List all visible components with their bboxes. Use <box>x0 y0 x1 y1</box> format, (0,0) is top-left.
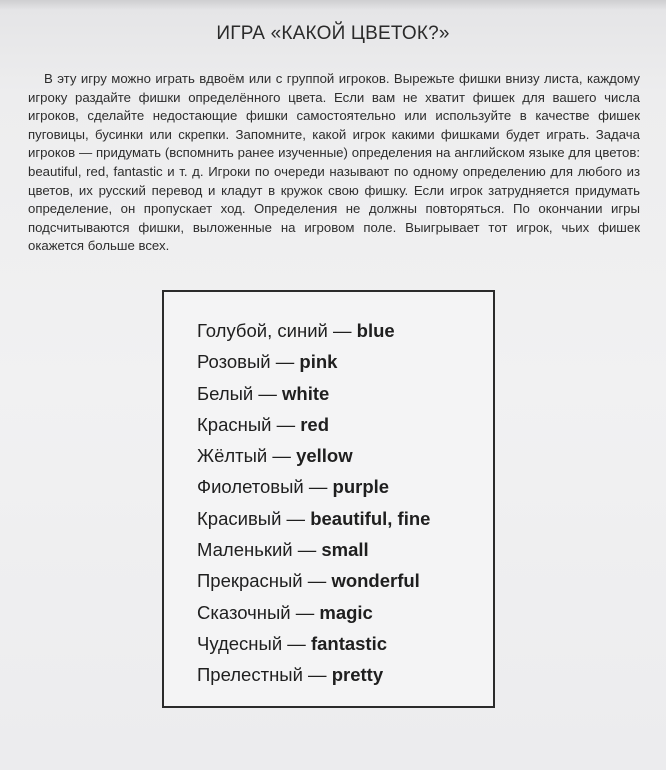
vocab-item <box>197 508 430 539</box>
vocab-russian: Розовый <box>197 351 271 373</box>
vocab-russian: Голубой, синий <box>197 320 328 341</box>
vocab-russian: Белый <box>197 382 254 404</box>
vocab-russian: Сказочный <box>197 601 291 623</box>
vocab-russian: Маленький <box>197 539 293 561</box>
vocab-item <box>197 320 430 351</box>
vocab-separator: — <box>302 570 332 592</box>
vocab-item <box>197 383 430 414</box>
vocab-english: purple <box>332 476 390 498</box>
vocab-separator: — <box>327 320 357 341</box>
vocab-russian: Чудесный <box>197 632 283 654</box>
vocab-russian: Прекрасный <box>197 570 303 592</box>
vocab-separator: — <box>292 539 322 561</box>
vocab-item <box>197 539 430 570</box>
vocab-item <box>197 602 430 633</box>
vocab-english: yellow <box>296 445 353 467</box>
vocab-separator: — <box>253 382 283 404</box>
vocab-item <box>197 414 430 445</box>
vocab-english: blue <box>356 320 395 341</box>
vocab-english: beautiful, fine <box>310 507 431 529</box>
vocab-russian: Красивый <box>197 507 282 529</box>
vocab-english: pretty <box>331 664 384 686</box>
vocab-english: fantastic <box>310 632 388 654</box>
vocab-russian: Прелестный <box>197 664 303 686</box>
vocab-english: red <box>300 413 330 435</box>
vocabulary-list <box>197 320 430 696</box>
vocab-item <box>197 476 430 507</box>
vocab-item <box>197 570 430 601</box>
vocab-separator: — <box>303 476 333 498</box>
vocab-russian: Жёлтый <box>197 445 268 467</box>
vocab-russian: Фиолетовый <box>197 476 304 498</box>
vocab-english: magic <box>319 601 373 623</box>
vocab-separator: — <box>281 507 311 529</box>
page-title: ИГРА «КАКОЙ ЦВЕТОК?» <box>216 23 450 44</box>
instructions-paragraph: В эту игру можно играть вдвоём или с группой игроков. Вырежьте фишки внизу листа, каждому игроку раздайте фишки определённого цвета. Если вам не хватит фишек для вашего числа игроков, сделайте недостающие фишки самостоятельно или используйте в качестве фишек пуговицы, бусинки или скрепки. Запомните, какой игрок какими фишками будет играть. Задача игроков — придумать (вспомнить ранее изученные) определения на английском языке для цветов: beautiful, red, fantastic и т. д. Игроки по очереди называют по одному определению для любого из цветов, их русский перевод и кладут в кружок свою фишку. Если игрок затрудняется придумать определение, он пропускает ход. Определения не должны повторяться. По окончании игры подсчитываются фишки, выложенные на игровом поле. Выигрывает тот игрок, чьих фишек окажется больше всех. <box>28 71 640 254</box>
vocab-english: white <box>282 382 330 404</box>
vocab-separator: — <box>282 632 311 654</box>
vocab-item <box>197 351 430 382</box>
vocab-separator: — <box>267 445 297 467</box>
vocab-english: wonderful <box>331 570 420 592</box>
game-instructions <box>28 70 640 256</box>
vocab-item <box>197 664 430 695</box>
vocab-english: small <box>321 539 369 561</box>
vocab-russian: Красный <box>197 413 272 435</box>
vocab-separator: — <box>290 601 320 623</box>
vocabulary-box <box>162 290 495 708</box>
vocab-item <box>197 633 430 664</box>
vocab-item <box>197 445 430 476</box>
vocab-separator: — <box>270 351 300 373</box>
vocab-separator: — <box>302 664 332 686</box>
page-top-edge <box>0 0 666 10</box>
vocab-english: pink <box>299 351 338 373</box>
vocab-separator: — <box>271 413 301 435</box>
